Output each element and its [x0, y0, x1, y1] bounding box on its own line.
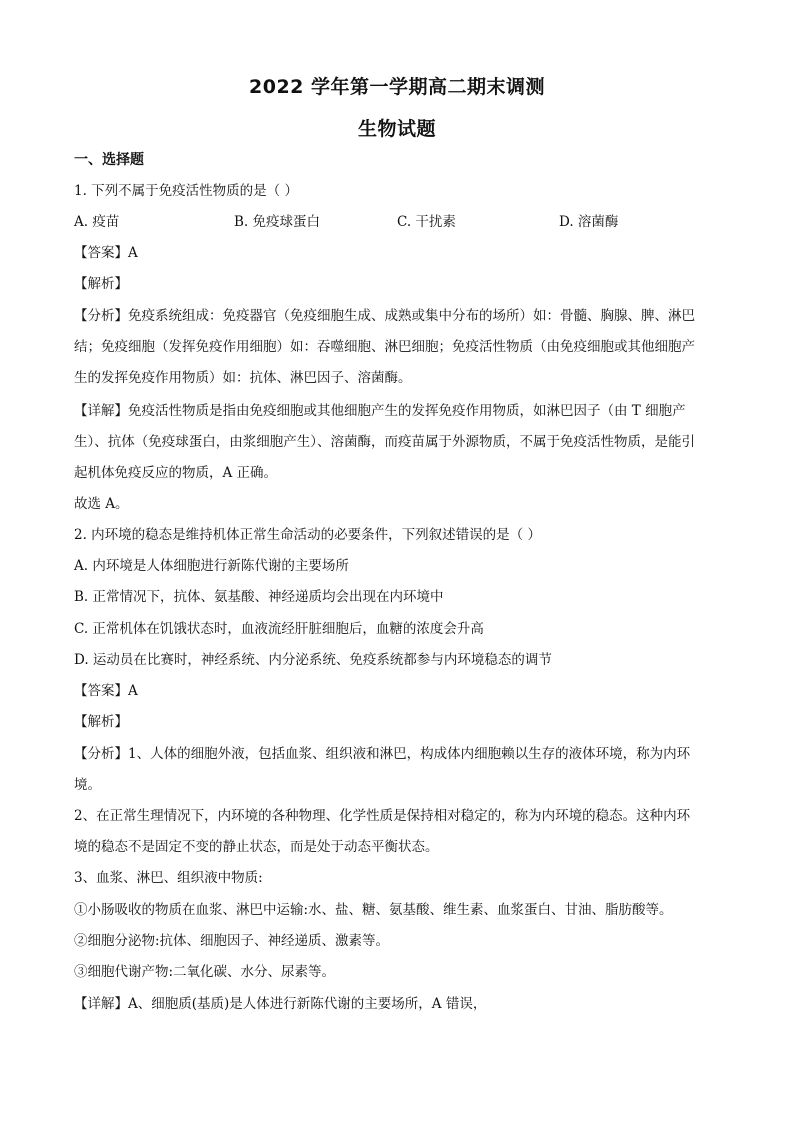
- page-subtitle: 生物试题: [357, 118, 436, 140]
- question-2-stem: 2. 内环境的稳态是维持机体正常生命活动的必要条件，下列叙述错误的是（ ）: [74, 527, 541, 543]
- option-b: B. 免疫球蛋白: [234, 214, 321, 230]
- analysis-paragraph-line: ①小肠吸收的物质在血浆、淋巴中运输:水、盐、糖、氨基酸、维生素、血浆蛋白、甘油、脂肪酸等。: [74, 902, 673, 918]
- option-c: C. 正常机体在饥饿状态时，血液流经肝脏细胞后，血糖的浓度会升高: [74, 621, 484, 637]
- analysis-heading: 【解析】: [74, 714, 128, 730]
- section-heading: 一、选择题: [74, 152, 144, 168]
- option-a: A. 内环境是人体细胞进行新陈代谢的主要场所: [74, 558, 349, 574]
- analysis-paragraph-line: 3、血浆、淋巴、组织液中物质:: [74, 870, 263, 886]
- detail-paragraph-line: 起机体免疫反应的物质，A 正确。: [74, 465, 278, 481]
- analysis-paragraph-line: 2、在正常生理情况下，内环境的各种物理、化学性质是保持相对稳定的，称为内环境的稳态。这种内环: [74, 808, 691, 824]
- option-c: C. 干扰素: [397, 214, 456, 230]
- analysis-paragraph-line: ③细胞代谢产物:二氧化碳、水分、尿素等。: [74, 964, 336, 980]
- analysis-heading: 【解析】: [74, 276, 128, 292]
- analysis-paragraph-line: 境的稳态不是固定不变的静止状态，而是处于动态平衡状态。: [74, 839, 439, 855]
- question-1-stem: 1. 下列不属于免疫活性物质的是（ ）: [74, 183, 298, 199]
- analysis-paragraph-line: 【分析】1、人体的细胞外液，包括血浆、组织液和淋巴，构成体内细胞赖以生存的液体环境，称为内环: [74, 746, 691, 762]
- analysis-paragraph-line: 生的发挥免疫作用物质）如：抗体、淋巴因子、溶菌酶。: [74, 370, 412, 386]
- option-d: D. 溶菌酶: [559, 214, 619, 230]
- analysis-paragraph-line: 境。: [74, 777, 101, 793]
- page-title: 2022 学年第一学期高二期末调测: [249, 76, 545, 98]
- detail-paragraph-line: 【详解】免疫活性物质是指由免疫细胞或其他细胞产生的发挥免疫作用物质，如淋巴因子（由 T 细胞产: [74, 403, 686, 419]
- option-d: D. 运动员在比赛时，神经系统、内分泌系统、免疫系统都参与内环境稳态的调节: [74, 652, 552, 668]
- question-1-options: [74, 212, 724, 232]
- analysis-paragraph-line: ②细胞分泌物:抗体、细胞因子、神经递质、激素等。: [74, 933, 390, 949]
- answer-label: 【答案】A: [74, 683, 138, 699]
- analysis-paragraph-line: 【分析】免疫系统组成：免疫器官（免疫细胞生成、成熟或集中分布的场所）如：骨髓、胸腺、脾、淋巴: [74, 308, 695, 324]
- detail-paragraph-line: 【详解】A、细胞质(基质)是人体进行新陈代谢的主要场所，A 错误，: [74, 996, 487, 1012]
- conclusion-line: 故选 A。: [74, 496, 129, 512]
- answer-label: 【答案】A: [74, 245, 138, 261]
- option-b: B. 正常情况下，抗体、氨基酸、神经递质均会出现在内环境中: [74, 589, 444, 605]
- detail-paragraph-line: 生）、抗体（免疫球蛋白，由浆细胞产生）、溶菌酶，而疫苗属于外源物质，不属于免疫活性物质，是能引: [74, 434, 695, 450]
- option-a: A. 疫苗: [74, 214, 120, 230]
- analysis-paragraph-line: 结；免疫细胞（发挥免疫作用细胞）如：吞噬细胞、淋巴细胞；免疫活性物质（由免疫细胞或其他细胞产: [74, 339, 695, 355]
